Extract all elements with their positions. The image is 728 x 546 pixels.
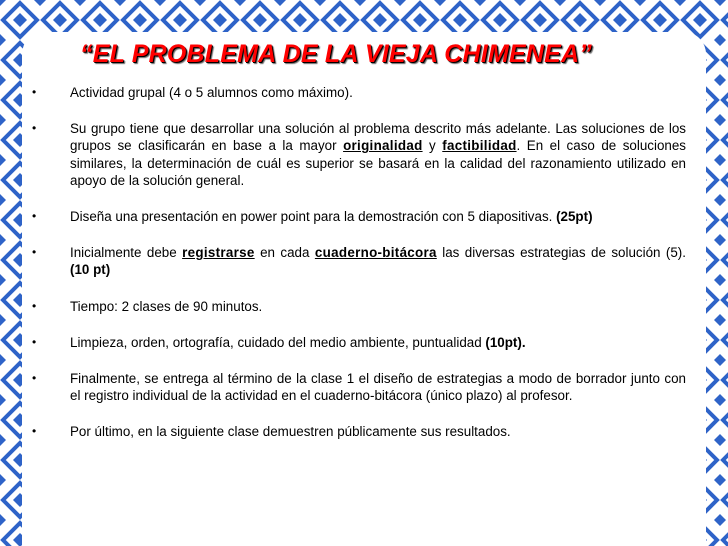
- bullet-symbol: •: [32, 371, 37, 386]
- points-label: (25pt): [556, 209, 593, 225]
- item-text: Tiempo: 2 clases de 90 minutos.: [70, 298, 263, 314]
- list-item: [30, 298, 686, 315]
- bullet-symbol: •: [32, 424, 37, 439]
- item-text: Por último, en la siguiente clase demuestren públicamente sus resultados.: [70, 424, 511, 440]
- keyword-factibilidad: factibilidad: [442, 138, 517, 154]
- item-text: Diseña una presentación en power point para la demostración con 5 diapositivas.: [70, 209, 557, 225]
- slide-title: “EL PROBLEMA DE LA VIEJA CHIMENEA”: [80, 40, 592, 68]
- bullet-symbol: •: [32, 298, 37, 313]
- list-item: [30, 423, 686, 440]
- item-text: Actividad grupal (4 o 5 alumnos como máximo).: [70, 85, 353, 100]
- item-text: Su grupo tiene que desarrollar una solución al problema descrito más adelante. Las soluciones de los grupos se clasificarán en base a la mayor: [70, 121, 686, 154]
- bullet-list: [30, 84, 686, 441]
- list-item: [30, 120, 686, 189]
- keyword-cuaderno-bitacora: cuaderno-bitácora: [314, 245, 437, 261]
- item-text: . En el caso de soluciones similares, la determinación de cuál es superior se basará en la calidad del razonamiento utilizado en apoyo de la solución general.: [70, 138, 687, 188]
- item-text: Limpieza, orden, ortografía, cuidado del medio ambiente, puntualidad: [70, 334, 486, 350]
- list-item: [30, 208, 686, 225]
- item-text: y: [422, 138, 443, 154]
- item-text: en cada: [254, 245, 315, 261]
- item-text: Finalmente, se entrega al término de la clase 1 el diseño de estrategias a modo de borrador junto con el registro individual de la actividad en el cuaderno-bitácora (único plazo) al profesor.: [70, 371, 686, 404]
- bullet-symbol: •: [32, 245, 37, 260]
- item-text: las diversas estrategias de solución (5).: [436, 245, 686, 261]
- bullet-symbol: •: [32, 209, 37, 224]
- keyword-registrarse: registrarse: [182, 245, 255, 261]
- list-item: [30, 370, 686, 404]
- points-label: (10 pt): [70, 262, 111, 278]
- list-item: [30, 334, 686, 351]
- bullet-symbol: •: [32, 334, 37, 349]
- bullet-symbol: •: [32, 121, 37, 136]
- points-label: (10pt).: [485, 334, 526, 350]
- keyword-originalidad: originalidad: [343, 138, 423, 154]
- item-text: Inicialmente debe: [70, 245, 183, 261]
- bullet-symbol: •: [32, 85, 37, 99]
- list-item: [30, 244, 686, 278]
- list-item: [30, 84, 686, 101]
